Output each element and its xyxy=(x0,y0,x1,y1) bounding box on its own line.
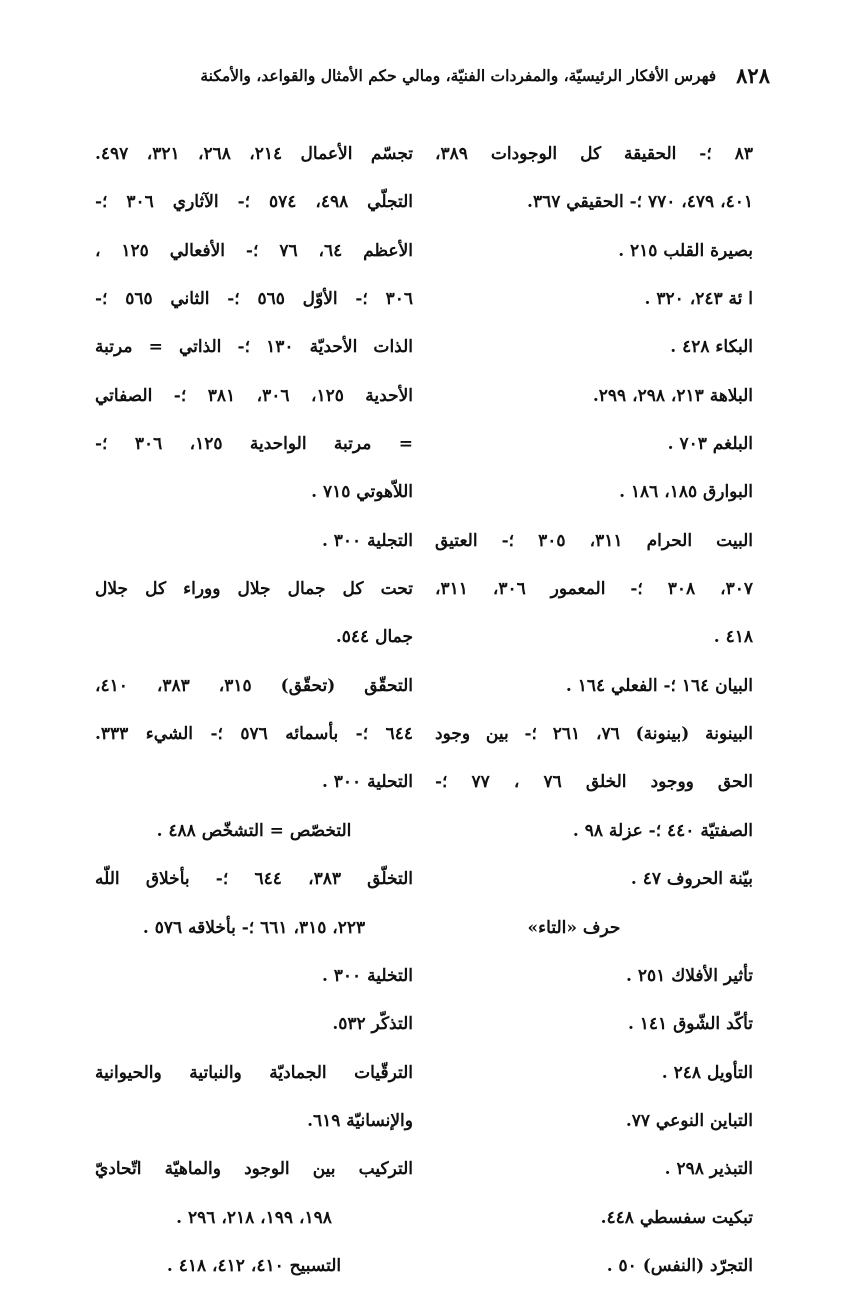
index-line: التجرّد (النفس) ٥٠ . xyxy=(606,1255,753,1276)
index-line: تجسّم الأعمال ٢١٤، ٢٦٨، ٣٢١، ٤٩٧. xyxy=(95,144,413,164)
index-line: تحت كل جمال جلال ووراء كل جلال xyxy=(95,579,413,600)
index-line: التحقّق (تحقّق) ٣١٥، ٣٨٣، ٤١٠، xyxy=(95,675,413,696)
index-line: التذكّر ٥٣٢. xyxy=(332,1014,413,1035)
index-line: التجلية ٣٠٠ . xyxy=(321,530,413,551)
index-line: الأحدية ١٢٥، ٣٠٦، ٣٨١ ؛- الصفاتي xyxy=(95,385,413,406)
index-line: البلاهة ٢١٣، ٢٩٨، ٢٩٩. xyxy=(592,385,753,406)
index-line: الأعظم ٦٤، ٧٦ ؛- الأفعالي ١٢٥ ، xyxy=(95,240,413,261)
index-line: البلغم ٧٠٣ . xyxy=(667,434,753,455)
index-line: بصيرة القلب ٢١٥ . xyxy=(618,240,753,261)
running-title: فهرس الأفكار الرئيسيّة، والمفردات الفنيّة، ومالي حكم الأمثال والقواعد، والأمكنة xyxy=(200,65,717,85)
page-header xyxy=(70,58,770,92)
index-line: التجلّي ٤٩٨، ٥٧٤ ؛- الآثاري ٣٠٦ ؛- xyxy=(95,192,413,213)
index-line: التحلية ٣٠٠ . xyxy=(321,772,413,793)
index-line: التأويل ٢٤٨ . xyxy=(661,1062,753,1083)
index-line: البكاء ٤٢٨ . xyxy=(670,337,753,358)
index-line: ٤١٨ . xyxy=(713,627,753,648)
index-line: الصفتيّة ٤٤٠ ؛- عزلة ٩٨ . xyxy=(572,820,753,841)
index-line: التباين النوعي ٧٧. xyxy=(625,1110,753,1131)
index-line: تأثير الأفلاك ٢٥١ . xyxy=(626,965,753,986)
index-line: الذات الأحديّة ١٣٠ ؛- الذاتي = مرتبة xyxy=(95,337,413,358)
index-line: التخلية ٣٠٠ . xyxy=(321,965,413,986)
index-line: الترقّيات الجماديّة والنباتية والحيوانية xyxy=(95,1062,413,1083)
index-column-left xyxy=(95,130,413,1290)
index-line: البوارق ١٨٥، ١٨٦ . xyxy=(619,482,753,503)
index-line: بيّنة الحروف ٤٧ . xyxy=(630,869,753,890)
index-line: الحق ووجود الخلق ٧٦ ، ٧٧ ؛- xyxy=(435,772,753,793)
index-line: التبذير ٢٩٨ . xyxy=(664,1159,753,1180)
index-line: البيان ١٦٤ ؛- الفعلي ١٦٤ . xyxy=(565,675,753,696)
index-line: ٦٤٤ ؛- بأسمائه ٥٧٦ ؛- الشيء ٣٣٣. xyxy=(95,724,413,745)
index-line: ٣٠٧، ٣٠٨ ؛- المعمور ٣٠٦، ٣١١، xyxy=(435,579,753,600)
index-line: ٢٢٣، ٣١٥، ٦٦١ ؛- بأخلاقه ٥٧٦ . xyxy=(142,917,366,938)
index-line: والإنسانيّة ٦١٩. xyxy=(307,1110,413,1131)
index-line: ١٩٨، ١٩٩، ٢١٨، ٢٩٦ . xyxy=(176,1207,332,1228)
index-line: التخصّص = التشخّص ٤٨٨ . xyxy=(156,820,352,841)
index-line: تبكيت سفسطي ٤٤٨. xyxy=(600,1207,753,1228)
index-line: ٣٠٦ ؛- الأوّل ٥٦٥ ؛- الثاني ٥٦٥ ؛- xyxy=(95,289,413,310)
index-line: جمال ٥٤٤. xyxy=(335,627,413,648)
index-line: التسبيح ٤١٠، ٤١٢، ٤١٨ . xyxy=(166,1255,342,1276)
section-heading: حرف «التاء» xyxy=(527,917,621,938)
index-line: التركيب بين الوجود والماهيّة اتّحاديّ xyxy=(95,1159,413,1180)
index-line: ٨٣ ؛- الحقيقة كل الوجودات ٣٨٩، xyxy=(435,144,753,164)
index-line: اللاّهوتي ٧١٥ . xyxy=(311,482,413,503)
index-column-right xyxy=(435,130,753,1290)
index-line: البينونة (بينونة) ٧٦، ٢٦١ ؛- بين وجود xyxy=(435,724,753,745)
index-line: = مرتبة الواحدية ١٢٥، ٣٠٦ ؛- xyxy=(95,434,413,455)
index-line: ا ئة ٢٤٣، ٣٢٠ . xyxy=(644,289,753,310)
page-number: ٨٢٨ xyxy=(736,62,770,88)
index-line: ٤٠١، ٤٧٩، ٧٧٠ ؛- الحقيقي ٣٦٧. xyxy=(527,192,753,213)
index-line: تأكّد الشّوق ١٤١ . xyxy=(627,1014,753,1035)
index-line: التخلّق ٣٨٣، ٦٤٤ ؛- بأخلاق اللّه xyxy=(95,869,413,890)
index-line: البيت الحرام ٣١١، ٣٠٥ ؛- العتيق xyxy=(435,530,753,551)
